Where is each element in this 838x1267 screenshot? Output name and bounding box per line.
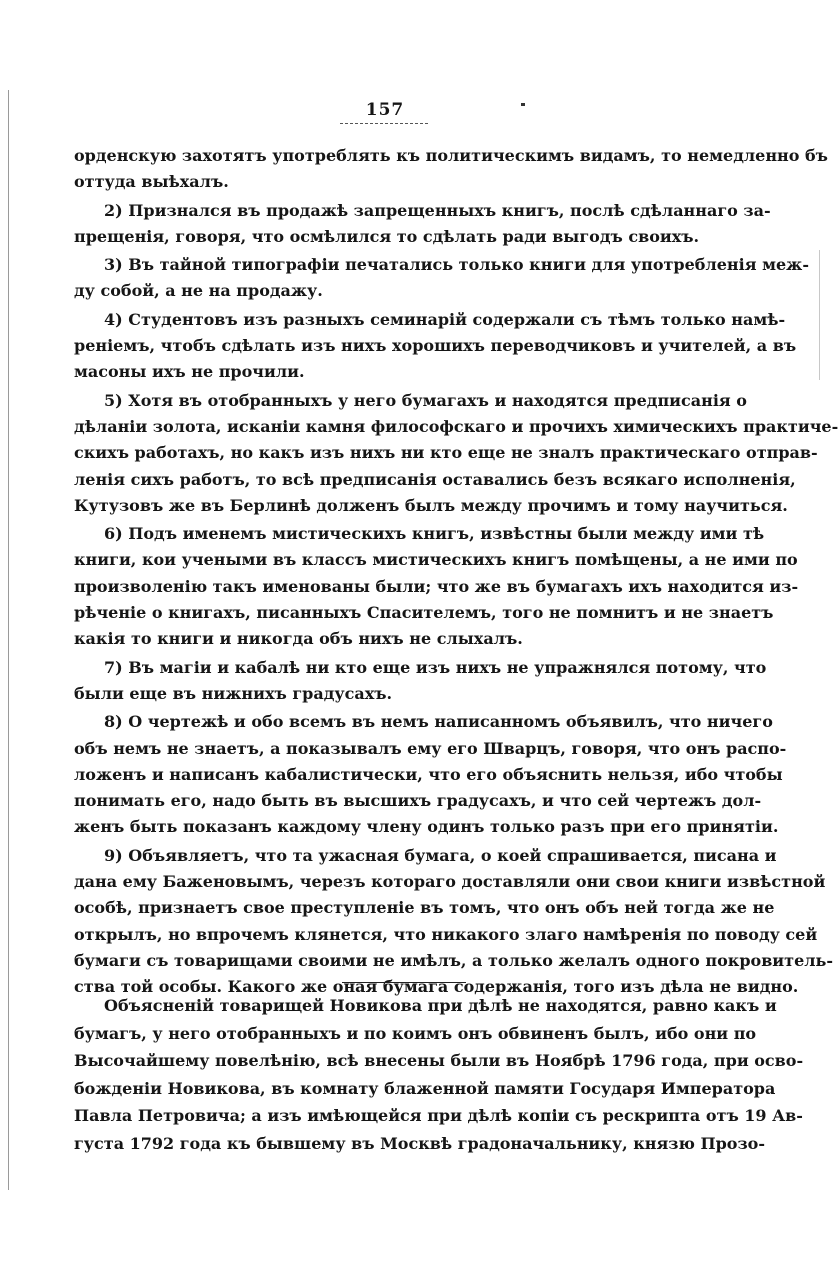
text-line: бумаги съ товарищами своими не имѣлъ, а только желалъ одного покровитель- [74, 950, 834, 970]
text-line: открылъ, но впрочемъ клянется, что никакого злаго намѣренія по поводу сей [74, 924, 818, 944]
text-line: 7) Въ магіи и кабалѣ ни кто еще изъ нихъ не упражнялся потому, что [104, 657, 767, 677]
text-line: прещенія, говоря, что осмѣлился то сдѣлать ради выгодъ своихъ. [74, 226, 700, 246]
text-line: Кутузовъ же въ Берлинѣ долженъ былъ между прочимъ и тому научиться. [74, 495, 788, 515]
text-line: 8) О чертежѣ и обо всемъ въ немъ написанномъ объявилъ, что ничего [104, 712, 773, 732]
text-line: особѣ, признаетъ свое преступленіе въ томъ, что онъ объ ней тогда же не [74, 898, 775, 918]
text-line: дѣланіи золота, исканіи камня философскаго и прочихъ химическихъ практиче- [74, 416, 838, 436]
text-line: книги, кои учеными въ классъ мистическихъ книгъ помѣщены, а не ими по [74, 550, 798, 570]
text-line: какія то книги и никогда объ нихъ не слыхалъ. [74, 629, 523, 649]
text-line: Высочайшему повелѣнію, всѣ внесены были въ Ноябрѣ 1796 года, при осво- [74, 1051, 804, 1070]
text-line: 3) Въ тайной типографіи печатались только книги для употребленія меж- [104, 255, 809, 275]
text-line: ленія сихъ работъ, то всѣ предписанія оставались безъ всякаго исполненія, [74, 469, 796, 489]
page-edge-shadow [8, 90, 9, 1190]
page-number: 157 [365, 100, 405, 120]
body-text-upper [74, 143, 838, 1001]
text-line: дана ему Баженовымъ, черезъ котораго доставляли они свои книги извѣстной [74, 872, 826, 892]
text-line: скихъ работахъ, но какъ изъ нихъ ни кто еще не зналъ практическаго отправ- [74, 443, 818, 463]
body-text-lower [74, 992, 804, 1157]
text-line: 6) Подъ именемъ мистическихъ книгъ, извѣстны были между ими тѣ [104, 524, 765, 544]
text-line: густа 1792 года къ бывшему въ Москвѣ градоначальнику, князю Прозо- [74, 1133, 765, 1153]
text-line: были еще въ нижнихъ градусахъ. [74, 683, 393, 703]
text-line: понимать его, надо быть въ высшихъ градусахъ, и что сей чертежъ дол- [74, 791, 762, 811]
scan-artifact-line [819, 250, 820, 380]
text-line: божденіи Новикова, въ комнату блаженной памяти Государя Императора [74, 1078, 776, 1098]
text-line: 9) Объявляетъ, что та ужасная бумага, о коей спрашивается, писана и [104, 845, 777, 865]
text-line: 4) Студентовъ изъ разныхъ семинарій содержали съ тѣмъ только намѣ- [104, 309, 786, 329]
section-divider [342, 982, 466, 983]
text-line: 2) Признался въ продажѣ запрещенныхъ книгъ, послѣ сдѣланнаго за- [104, 200, 771, 220]
text-line: Павла Петровича; а изъ имѣющейся при дѣлѣ копіи съ рескрипта отъ 19 Ав- [74, 1106, 803, 1125]
text-line: женъ быть показанъ каждому члену одинъ только разъ при его принятіи. [74, 817, 779, 837]
text-line: орденскую захотятъ употреблять къ политическимъ видамъ, то немедленно бъ [74, 146, 828, 165]
text-line: рѣченіе о книгахъ, писанныхъ Спасителемъ, того не помнитъ и не знаетъ [74, 603, 774, 623]
ink-speck [521, 103, 525, 106]
text-line: ложенъ и написанъ кабалистически, что его объяснить нельзя, ибо чтобы [74, 764, 783, 784]
text-line: ства той особы. Какого же оная бумага содержанія, того изъ дѣла не видно. [74, 977, 799, 997]
text-line: 5) Хотя въ отобранныхъ у него бумагахъ и находятся предписанія о [104, 390, 747, 410]
text-line: масоны ихъ не прочили. [74, 362, 305, 382]
text-line: Объясненій товарищей Новикова при дѣлѣ не находятся, равно какъ и [104, 996, 777, 1015]
text-line: бумагъ, у него отобранныхъ и по коимъ онъ обвиненъ былъ, ибо они по [74, 1023, 757, 1043]
text-line: ду собой, а не на продажу. [74, 281, 323, 301]
text-line: реніемъ, чтобъ сдѣлать изъ нихъ хорошихъ переводчиковъ и учителей, а въ [74, 336, 797, 356]
text-line: произволенію такъ именованы были; что же въ бумагахъ ихъ находится из- [74, 576, 799, 596]
text-line: объ немъ не знаетъ, а показывалъ ему его Шварцъ, говоря, что онъ распо- [74, 738, 787, 758]
page-number-rule [340, 123, 428, 124]
text-line: оттуда выѣхалъ. [74, 172, 229, 192]
